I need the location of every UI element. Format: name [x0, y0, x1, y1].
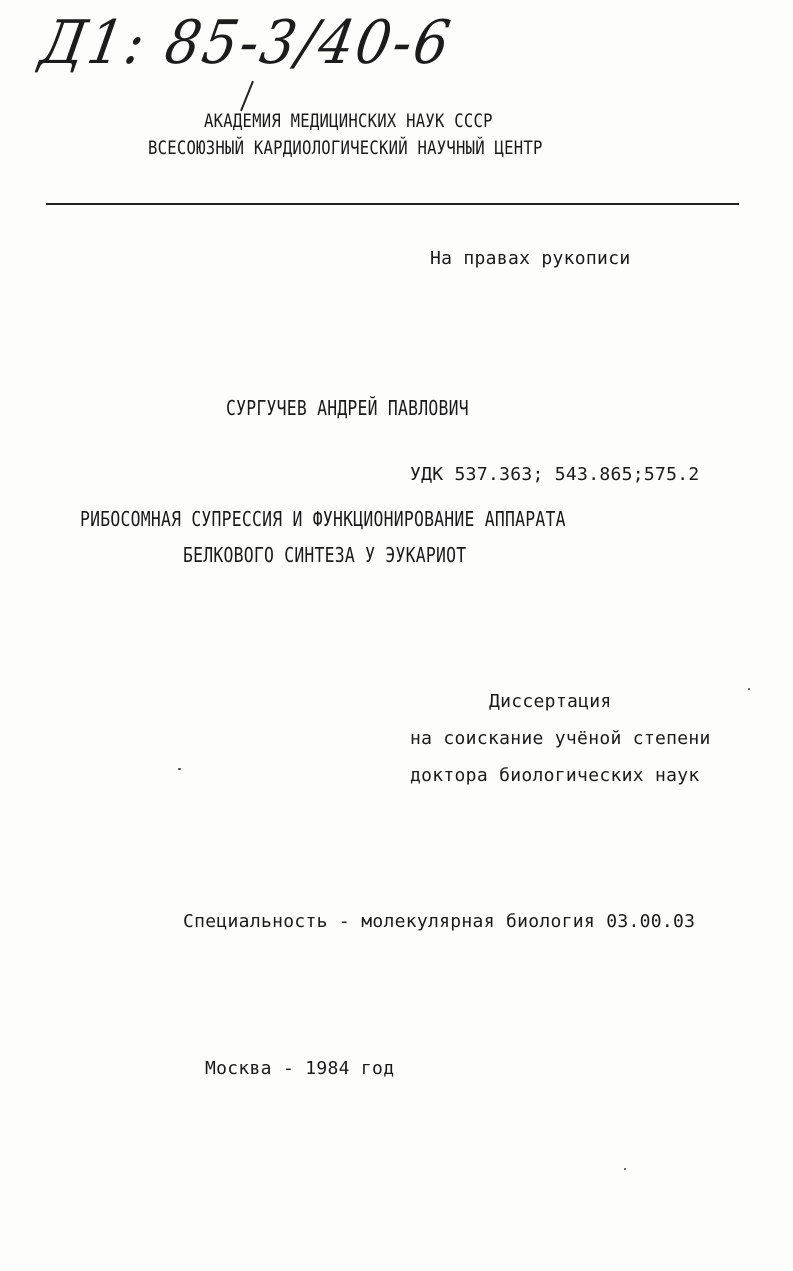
specialty-line: Специальность - молекулярная биология 03.00.03 — [183, 911, 696, 932]
handwritten-stroke — [240, 81, 254, 111]
scan-speck — [178, 768, 181, 770]
academy-name: АКАДЕМИЯ МЕДИЦИНСКИХ НАУК СССР — [204, 110, 493, 132]
center-name: ВСЕСОЮЗНЫЙ КАРДИОЛОГИЧЕСКИЙ НАУЧНЫЙ ЦЕНТР — [148, 137, 543, 159]
rights-note: На правах рукописи — [430, 248, 631, 269]
header-divider — [46, 203, 739, 205]
dissertation-title-line-1: РИБОСОМНАЯ СУПРЕССИЯ И ФУНКЦИОНИРОВАНИЕ АППАРАТА — [80, 507, 566, 531]
thesis-degree: доктора биологических наук — [410, 765, 700, 786]
dissertation-title-line-2: БЕЛКОВОГО СИНТЕЗА У ЭУКАРИОТ — [183, 543, 467, 567]
author-name: СУРГУЧЕВ АНДРЕЙ ПАВЛОВИЧ — [226, 396, 469, 420]
thesis-purpose: на соискание учёной степени — [410, 728, 711, 749]
scan-speck — [624, 1168, 626, 1170]
archive-handwritten-mark: Д1: 85-3/40-6 — [35, 8, 458, 78]
scan-speck — [748, 688, 750, 690]
udc-code: УДК 537.363; 543.865;575.2 — [410, 464, 700, 485]
place-year: Москва - 1984 год — [205, 1058, 395, 1079]
thesis-type: Диссертация — [489, 691, 612, 712]
